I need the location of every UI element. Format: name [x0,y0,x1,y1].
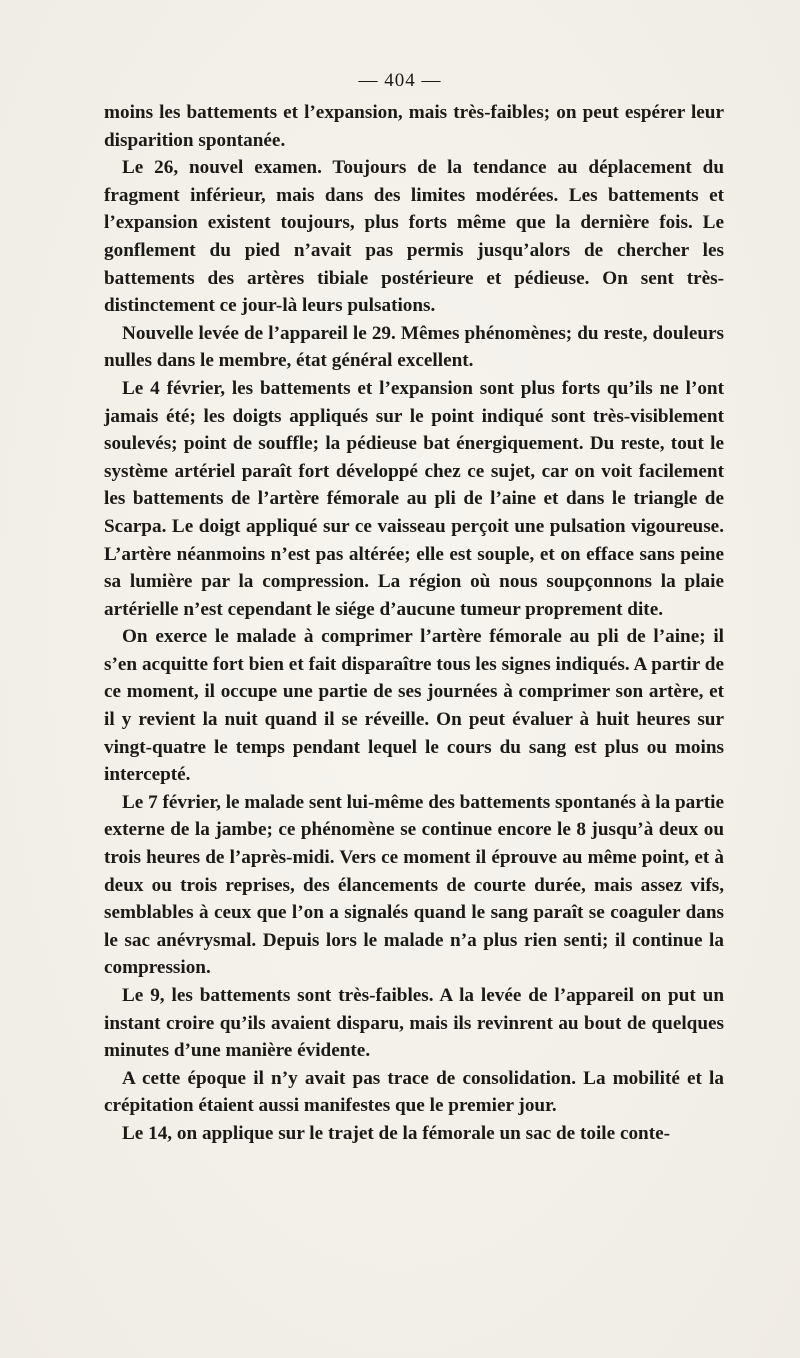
paragraph-26: Le 26, nouvel examen. Toujours de la tendance au déplacement du fragment inférieur, mais dans des limites modérées. Les battements et l’expansion existent toujours, plus forts même que la dernière fois. Le gonflement du pied n’avait pas permis jusqu’alors de chercher les battements des artères tibiale postérieure et pédieuse. On sent très-distinctement ce jour-là leurs pulsations. [104,157,724,317]
page-text [104,99,724,1148]
paragraph-9: Le 9, les battements sont très-faibles. A la levée de l’appareil on put un instant croire qu’ils avaient disparu, mais ils revinrent au bout de quelques minutes d’une manière évidente. [104,985,724,1062]
page-number: — 404 — [358,70,442,91]
paragraph-14: Le 14, on applique sur le trajet de la fémorale un sac de toile conte- [122,1122,671,1144]
paragraph-continuation: moins les battements et l’expansion, mais très-faibles; on peut espérer leur disparition spontanée. [104,102,724,151]
paragraph-compression: On exerce le malade à comprimer l’artère fémorale au pli de l’aine; il s’en acquitte fort bien et fait disparaître tous les signes indiqués. A partir de ce moment, il occupe une partie de ses journées à comprimer son artère, et il y revient la nuit quand il se réveille. On peut évaluer à huit heures sur vingt-quatre le temps pendant lequel le cours du sang est plus ou moins intercepté. [104,626,724,786]
paragraph-7-fevrier: Le 7 février, le malade sent lui-même des battements spontanés à la partie externe de la jambe; ce phénomène se continue encore le 8 jusqu’à deux ou trois heures de l’après-midi. Vers ce moment il éprouve au même point, et à deux ou trois reprises, des élancements de courte durée, mais assez vifs, semblables à ceux que l’on a signalés quand le sang paraît se coaguler dans le sac anévrysmal. Depuis lors le malade n’a plus rien senti; il continue la compression. [104,791,725,979]
paragraph-4-fevrier: Le 4 février, les battements et l’expansion sont plus forts qu’ils ne l’ont jamais été; les doigts appliqués sur le point indiqué sont très-visiblement soulevés; point de souffle; la pédieuse bat énergiquement. Du reste, tout le système artériel paraît fort développé chez ce sujet, car on voit facilement les battements de l’artère fémorale au pli de l’aine et dans le triangle de Scarpa. Le doigt appliqué sur ce vaisseau perçoit une pulsation vigoureuse. L’artère néanmoins n’est pas altérée; elle est souple, et on efface sans peine sa lumière par la compression. La région où nous soupçonnons la plaie artérielle n’est cependant le siége d’aucune tumeur proprement dite. [104,377,724,620]
paragraph-29: Nouvelle levée de l’appareil le 29. Mêmes phénomènes; du reste, douleurs nulles dans le membre, état général excellent. [104,322,724,372]
paragraph-consolidation: A cette époque il n’y avait pas trace de consolidation. La mobilité et la crépitation étaient aussi manifestes que le premier jour. [104,1067,724,1117]
